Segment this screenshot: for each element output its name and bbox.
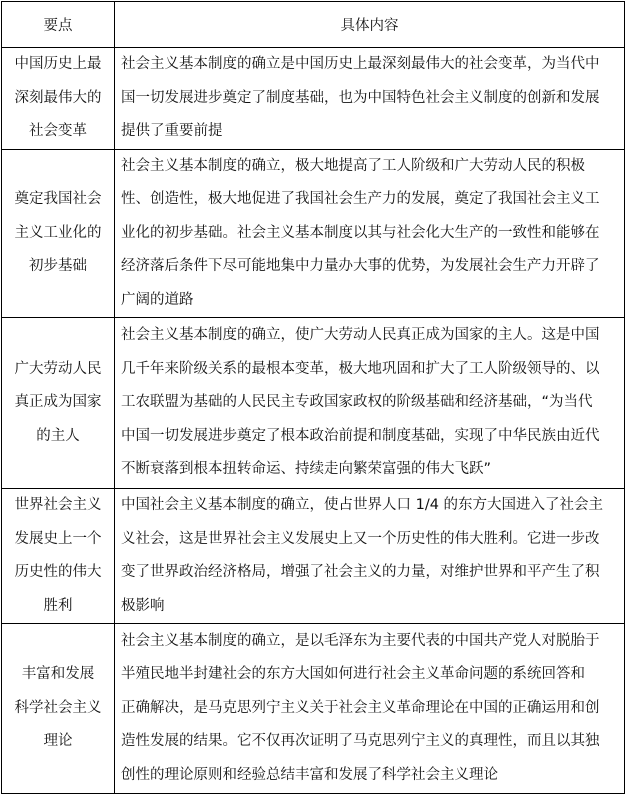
table-row (2, 318, 625, 489)
content-line: 国一切发展进步奠定了制度基础，也为中国特色社会主义制度的创新和发展 (121, 89, 600, 106)
key-point-line: 发展史上一个 (14, 530, 102, 547)
key-point-line: 主义工业化的 (14, 224, 102, 241)
content-line: 提供了重要前提 (121, 123, 223, 139)
key-point-line: 理论 (43, 733, 73, 750)
key-point-cell (2, 489, 115, 624)
table-row (2, 149, 625, 318)
content-line: 经济落后条件下尽可能地集中力量办大事的优势，为发展社会生产力开辟了 (121, 258, 600, 274)
content-line: 社会主义基本制度的确立是中国历史上最深刻最伟大的社会变革，为当代中 (121, 56, 600, 72)
key-point-line: 世界社会主义 (14, 497, 102, 513)
key-point-line: 丰富和发展 (21, 666, 95, 683)
content-line: 造性发展的结果。它不仅再次证明了马克思列宁主义的真理性，而且以其独 (121, 733, 600, 750)
key-point-line: 社会变革 (29, 123, 87, 139)
content-cell (115, 489, 625, 624)
key-point-line: 广大劳动人民 (14, 360, 102, 377)
content-line: 正确解决，是马克思列宁主义关于社会主义革命理论在中国的正确运用和创 (121, 699, 600, 716)
key-point-cell (2, 48, 115, 150)
key-point-cell (2, 149, 115, 318)
key-point-line: 真正成为国家 (14, 394, 102, 411)
content-line: 业化的初步基础。社会主义基本制度以其与社会化大生产的一致性和能够在 (121, 224, 600, 241)
content-cell (115, 48, 625, 150)
content-line: 中国一切发展进步奠定了根本政治前提和制度基础，实现了中华民族由近代 (121, 427, 600, 444)
content-line: 创性的理论原则和经验总结丰富和发展了科学社会主义理论 (121, 766, 498, 783)
content-line: 几千年来阶级关系的最根本变革，极大地巩固和扩大了工人阶级领导的、以 (121, 360, 600, 377)
table-body (2, 48, 625, 794)
content-cell (115, 318, 625, 489)
table-row (2, 624, 625, 794)
content-line: 社会主义基本制度的确立，极大地提高了工人阶级和广大劳动人民的积极 (121, 157, 585, 174)
header-content: 具体内容 (115, 2, 625, 48)
key-point-line: 的主人 (36, 427, 80, 444)
table-header-row (2, 2, 625, 48)
key-points-table (1, 1, 625, 794)
content-line: 变了世界政治经济格局，增强了社会主义的力量，对维护世界和平产生了积 (121, 564, 600, 580)
content-line: 义社会，这是世界社会主义发展史上又一个历史性的伟大胜利。它进一步改 (121, 530, 600, 547)
content-line: 社会主义基本制度的确立，是以毛泽东为主要代表的中国共产党人对脱胎于 (121, 632, 600, 649)
content-line: 工农联盟为基础的人民民主专政国家政权的阶级基础和经济基础，“为当代 (121, 394, 593, 411)
key-point-line: 深刻最伟大的 (14, 89, 102, 106)
content-line: 极影响 (121, 597, 165, 614)
header-key-points: 要点 (2, 2, 115, 48)
key-point-line: 胜利 (43, 597, 73, 614)
key-point-line: 历史性的伟大 (14, 564, 102, 580)
table-row (2, 489, 625, 624)
key-point-line: 中国历史上最 (14, 56, 102, 72)
key-point-line: 初步基础 (29, 258, 87, 274)
content-line: 社会主义基本制度的确立，使广大劳动人民真正成为国家的主人。这是中国 (121, 327, 600, 344)
key-point-line: 科学社会主义 (14, 699, 102, 716)
key-point-line: 奠定我国社会 (14, 191, 102, 207)
content-cell (115, 624, 625, 794)
content-line: 半殖民地半封建社会的东方大国如何进行社会主义革命问题的系统回答和 (121, 666, 585, 683)
content-line: 广阔的道路 (121, 291, 194, 308)
key-point-cell (2, 624, 115, 794)
content-line: 性、创造性，极大地促进了我国社会生产力的发展，奠定了我国社会主义工 (121, 191, 600, 207)
content-cell (115, 149, 625, 318)
table-row (2, 48, 625, 150)
content-line: 不断衰落到根本扭转命运、持续走向繁荣富强的伟大飞跃” (121, 461, 492, 478)
content-line: 中国社会主义基本制度的确立，使占世界人口 1/4 的东方大国进入了社会主 (121, 497, 604, 513)
key-point-cell (2, 318, 115, 489)
